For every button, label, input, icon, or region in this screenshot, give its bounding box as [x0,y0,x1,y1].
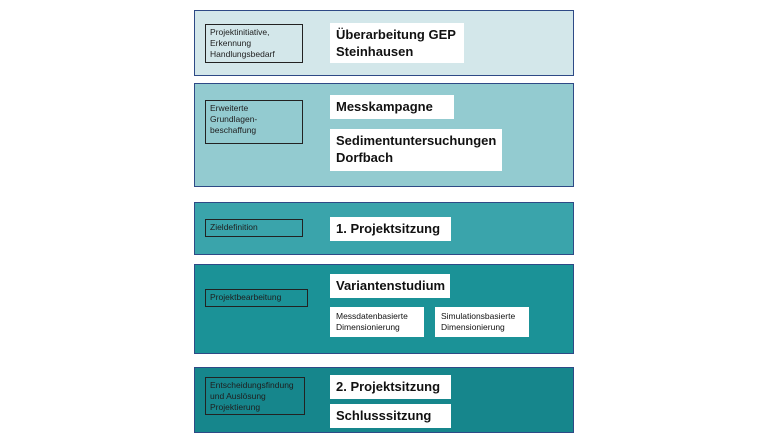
stage-projektinitiative [194,10,574,76]
box-variantenstudium: Variantenstudium [330,274,450,298]
stage-grundlagenbeschaffung [194,83,574,187]
stage-label: Projektinitiative, Erkennung Handlungsbedarf [205,24,303,63]
box-1-projektsitzung: 1. Projektsitzung [330,217,451,241]
stage-label: Projektbearbeitung [205,289,308,307]
box-ueberarbeitung-gep: Überarbeitung GEP Steinhausen [330,23,464,63]
stage-label: Zieldefinition [205,219,303,237]
box-messkampagne: Messkampagne [330,95,454,119]
stage-projektbearbeitung [194,264,574,354]
box-schlusssitzung: Schlusssitzung [330,404,451,428]
stage-zieldefinition [194,202,574,255]
box-messdatenbasierte-dimensionierung: Messdatenbasierte Dimensionierung [330,307,424,337]
stage-label: Erweiterte Grundlagen- beschaffung [205,100,303,144]
stage-entscheidungsfindung [194,367,574,433]
box-simulationsbasierte-dimensionierung: Simulationsbasierte Dimensionierung [435,307,529,337]
box-sedimentuntersuchungen: Sedimentuntersuchungen Dorfbach [330,129,502,171]
box-2-projektsitzung: 2. Projektsitzung [330,375,451,399]
stage-label: Entscheidungsfindung und Auslösung Projektierung [205,377,305,415]
